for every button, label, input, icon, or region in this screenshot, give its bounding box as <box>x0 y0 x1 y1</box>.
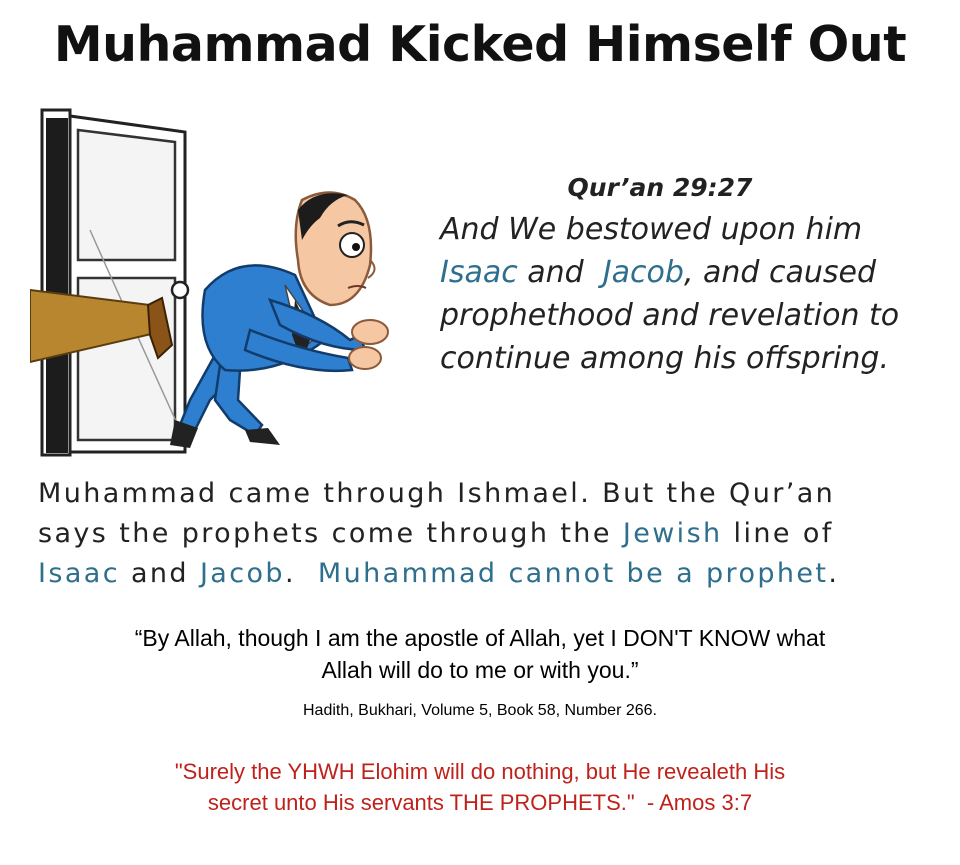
page-title: Muhammad Kicked Himself Out <box>53 16 907 73</box>
quran-verse-block <box>440 172 910 380</box>
claim-jacob: Jacob <box>199 558 285 589</box>
verse-line-2 <box>440 251 910 294</box>
amos-line-2: secret unto His servants THE PROPHETS." - Amos 3:7 <box>207 790 753 815</box>
hadith-quote <box>40 622 920 686</box>
verse-name-jacob: Jacob <box>602 255 684 290</box>
claim-paragraph <box>38 474 928 594</box>
verse-line-4: continue among his offspring. <box>440 341 889 376</box>
claim-line-2-end: line of <box>722 518 834 549</box>
claim-line-2-start: says the prophets come through the <box>38 518 623 549</box>
verse-line-1: And We bestowed upon him <box>440 212 863 247</box>
claim-line-1: Muhammad came through Ishmael. But the Qur’an <box>38 478 836 509</box>
verse-line-2-mid: and <box>517 255 603 290</box>
verse-line-2-end: , and caused <box>683 255 877 290</box>
verse-name-isaac: Isaac <box>440 255 518 290</box>
claim-line-3 <box>38 554 928 594</box>
hadith-reference: Hadith, Bukhari, Volume 5, Book 58, Number 266. <box>303 702 657 719</box>
verse-text <box>440 208 910 380</box>
man-kicked-out-door-icon <box>30 100 420 465</box>
claim-line-2 <box>38 514 928 554</box>
kicked-out-illustration <box>30 100 420 465</box>
claim-jewish: Jewish <box>622 518 723 549</box>
claim-conclusion: Muhammad cannot be a prophet <box>317 558 829 589</box>
claim-and: and <box>119 558 200 589</box>
amos-quote <box>40 756 920 818</box>
claim-isaac: Isaac <box>38 558 120 589</box>
claim-final-dot: . <box>828 558 840 589</box>
hadith-quote-line-1: “By Allah, though I am the apostle of Allah, yet I DON'T KNOW what <box>134 625 826 651</box>
verse-reference: Qur’an 29:27 <box>567 173 753 202</box>
hadith-quote-line-2: Allah will do to me or with you.” <box>321 657 639 683</box>
verse-line-3: prophethood and revelation to <box>440 298 900 333</box>
claim-dot: . <box>284 558 318 589</box>
amos-line-1: "Surely the YHWH Elohim will do nothing, but He revealeth His <box>174 759 786 784</box>
